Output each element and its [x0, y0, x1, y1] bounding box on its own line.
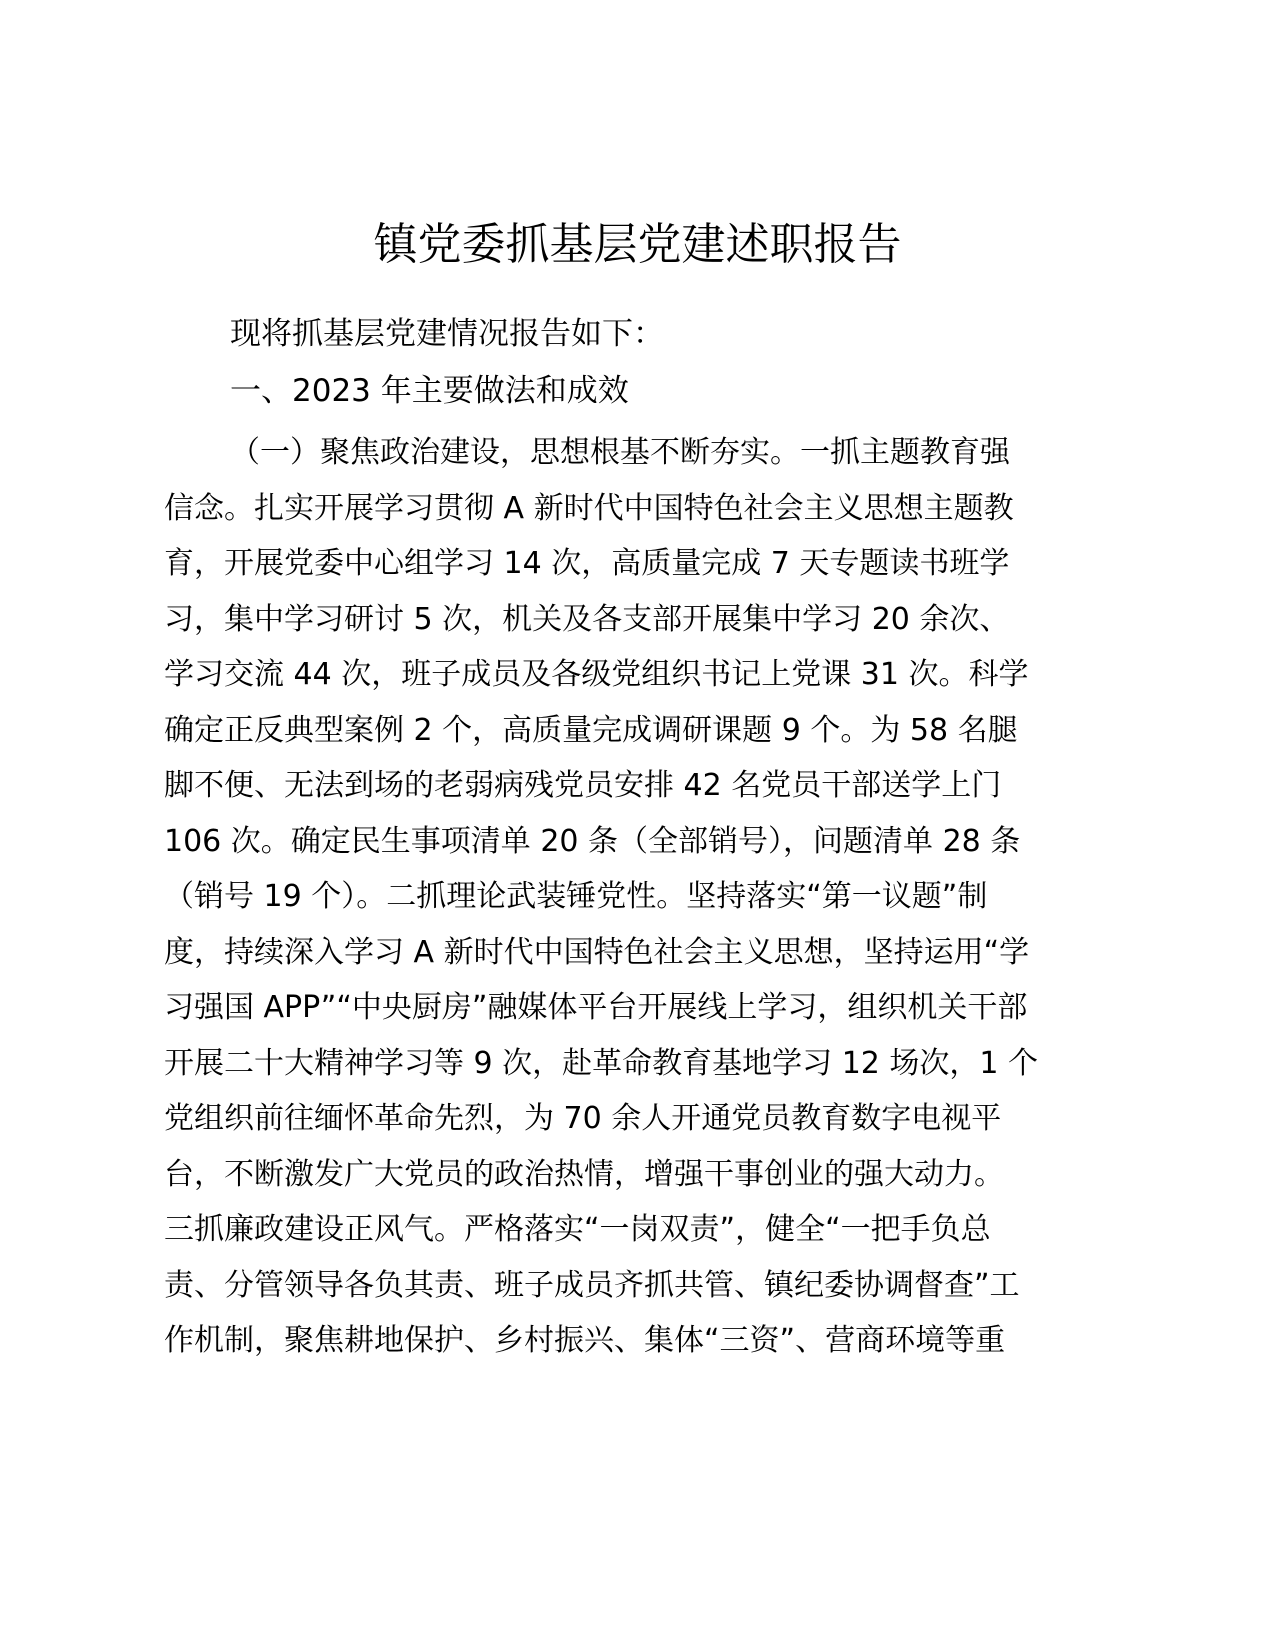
body-line: 作机制，聚焦耕地保护、乡村振兴、集体“三资”、营商环境等重 [164, 1323, 1006, 1358]
body-line: 育，开展党委中心组学习 14 次，高质量完成 7 天专题读书班学 [164, 546, 1010, 581]
body-line: 习强国 APP”“中央厨房”融媒体平台开展线上学习，组织机关干部 [164, 990, 1028, 1025]
body-line: （销号 19 个）。二抓理论武装锤党性。坚持落实“第一议题”制 [164, 879, 988, 914]
body-line: 学习交流 44 次，班子成员及各级党组织书记上党课 31 次。科学 [164, 657, 1029, 692]
body-line: 信念。扎实开展学习贯彻 A 新时代中国特色社会主义思想主题教 [164, 490, 1014, 526]
body-line: 开展二十大精神学习等 9 次，赴革命教育基地学习 12 场次，1 个 [164, 1045, 1039, 1081]
body-line: 106 次。确定民生事项清单 20 条（全部销号），问题清单 28 条 [164, 823, 1021, 859]
body-line: 三抓廉政建设正风气。严格落实“一岗双责”，健全“一把手负总 [164, 1212, 991, 1247]
body-line: 党组织前往缅怀革命先烈，为 70 余人开通党员教育数字电视平 [164, 1101, 1002, 1136]
intro-paragraph: 现将抓基层党建情况报告如下： [230, 316, 664, 352]
document-title: 镇党委抓基层党建述职报告 [373, 219, 902, 270]
body-line: 脚不便、无法到场的老弱病残党员安排 42 名党员干部送学上门 [164, 768, 1002, 803]
body-line: 习，集中学习研讨 5 次，机关及各支部开展集中学习 20 余次、 [164, 601, 1010, 637]
body-line: 确定正反典型案例 2 个，高质量完成调研课题 9 个。为 58 名腿 [164, 712, 1018, 748]
section-heading: 一、2023 年主要做法和成效 [230, 373, 629, 409]
body-line: （一）聚焦政治建设，思想根基不断夯实。一抓主题教育强 [230, 435, 1010, 470]
body-line: 责、分管领导各负其责、班子成员齐抓共管、镇纪委协调督查”工 [164, 1267, 1020, 1303]
body-line: 度，持续深入学习 A 新时代中国特色社会主义思想，坚持运用“学 [164, 934, 1030, 970]
body-line: 台，不断激发广大党员的政治热情，增强干事创业的强大动力。 [164, 1156, 1004, 1192]
body-paragraph [164, 425, 1124, 1369]
